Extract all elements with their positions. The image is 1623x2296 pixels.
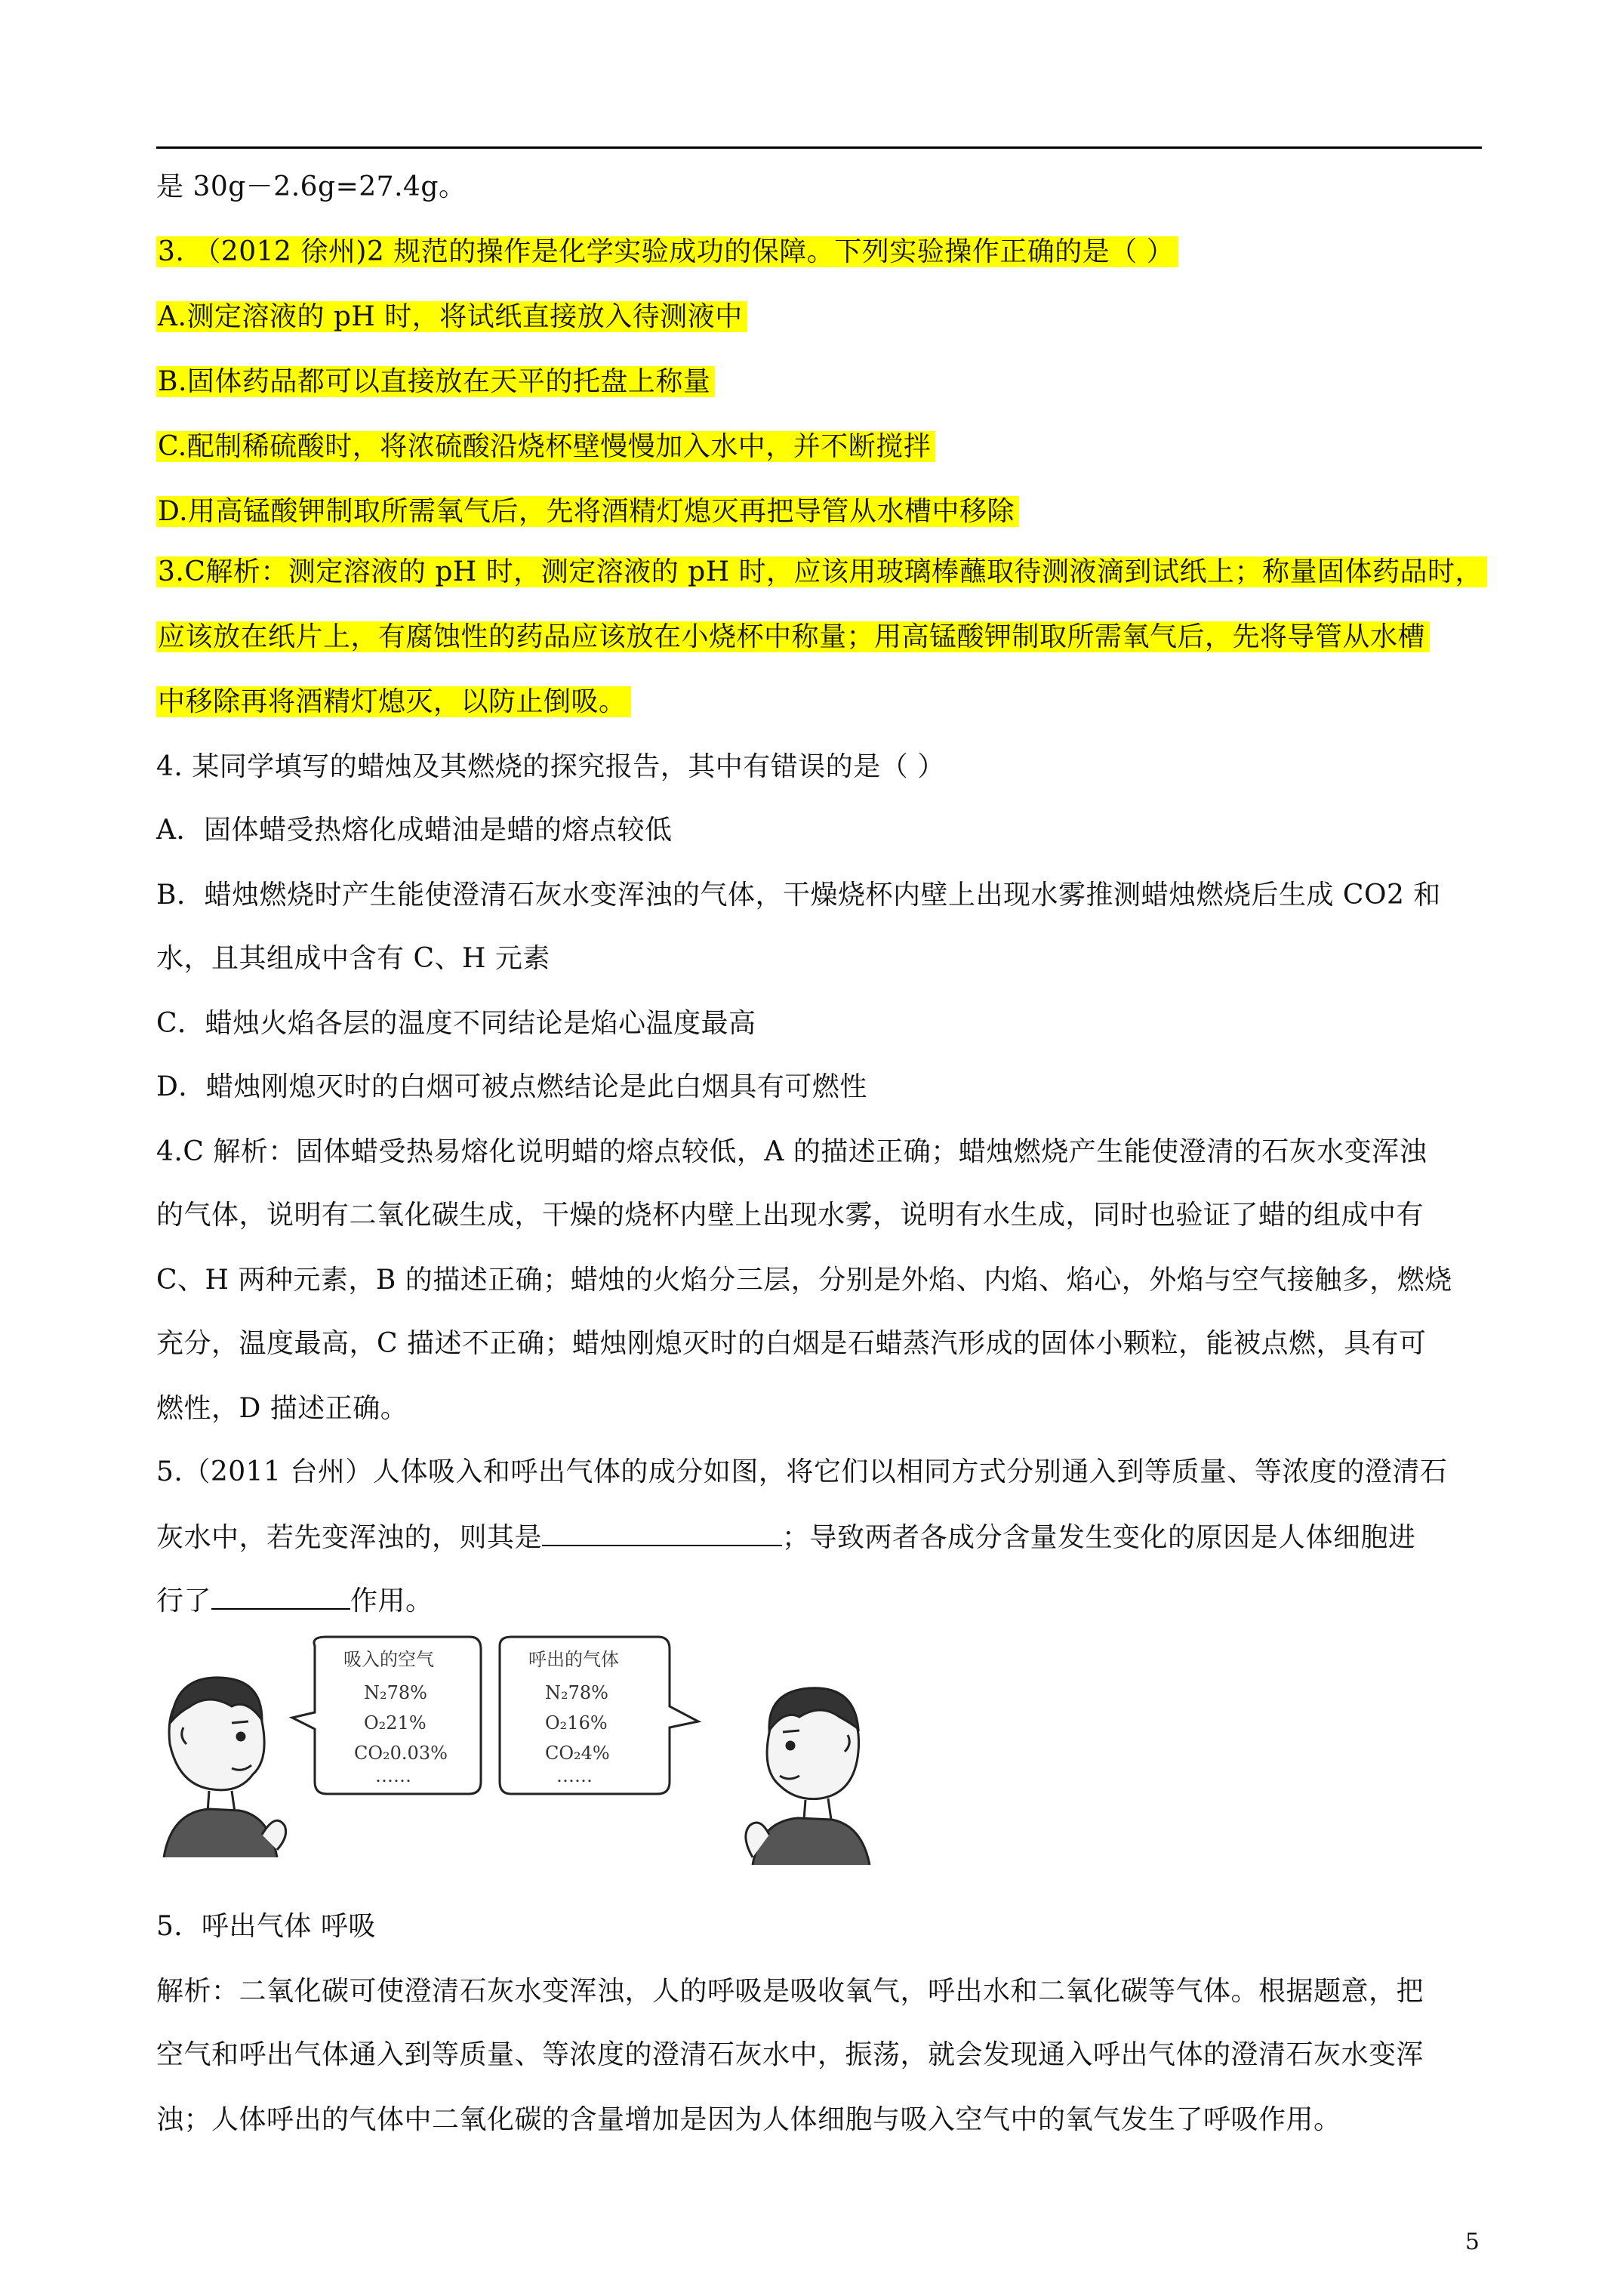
inhaled-ellipsis: …… — [375, 1765, 411, 1786]
question-5-answer: 5．呼出气体 呼吸 — [156, 1911, 376, 1942]
page-number: 5 — [1464, 2229, 1480, 2255]
answer-blank-2[interactable] — [211, 1578, 350, 1610]
question-4-option-b: 水，且其组成中含有 C、H 元素 — [156, 943, 550, 974]
question-5-stem: 灰水中，若先变浑浊的，则其是 ；导致两者各成分含量发生变化的原因是人体细胞进 — [156, 1515, 1416, 1557]
question-3-option-b: B.固体药品都可以直接放在天平的托盘上称量 — [156, 361, 715, 403]
question-4-explanation: 4.C 解析：固体蜡受热易熔化说明蜡的熔点较低，A 的描述正确；蜡烛燃烧产生能使澄清的石灰水变浑浊 — [156, 1136, 1427, 1167]
exhaled-air-title: 呼出的气体 — [528, 1649, 619, 1670]
right-person-illustration — [746, 1688, 870, 1865]
question-5-explanation: 空气和呼出气体通入到等质量、等浓度的澄清石灰水中，振荡，就会发现通入呼出气体的澄清石灰水变浑 — [156, 2039, 1424, 2070]
question-5-stem: 行了 作用。 — [156, 1578, 433, 1620]
inhaled-co2: CO₂0.03% — [354, 1743, 448, 1764]
text-line: 是 30g－2.6g=27.4g。 — [156, 171, 467, 202]
question-3-stem: 3. （2012 徐州)2 规范的操作是化学实验成功的保障。下列实验操作正确的是（ ） — [156, 231, 1178, 273]
question-4-option-c: C．蜡烛火焰各层的温度不同结论是焰心温度最高 — [156, 1008, 756, 1039]
question-3-option-a: A.测定溶液的 pH 时，将试纸直接放入待测液中 — [156, 296, 747, 338]
question-5-stem: 5.（2011 台州）人体吸入和呼出气体的成分如图，将它们以相同方式分别通入到等质量、等浓度的澄清石 — [156, 1456, 1448, 1487]
header-rule — [156, 146, 1482, 149]
exhaled-co2: CO₂4% — [545, 1743, 610, 1764]
inhaled-air-title: 吸入的空气 — [343, 1649, 434, 1670]
breathing-figure — [156, 1631, 881, 1865]
question-4-stem: 4. 某同学填写的蜡烛及其燃烧的探究报告，其中有错误的是（ ） — [156, 751, 945, 782]
left-person-illustration — [164, 1678, 286, 1857]
question-4-explanation: 充分，温度最高，C 描述不正确；蜡烛刚熄灭时的白烟是石蜡蒸汽形成的固体小颗粒，能被点燃，具有可 — [156, 1328, 1427, 1359]
question-5-explanation: 解析：二氧化碳可使澄清石灰水变浑浊，人的呼吸是吸收氧气，呼出水和二氧化碳等气体。根据题意，把 — [156, 1976, 1424, 2007]
exhaled-air-bubble — [500, 1637, 698, 1794]
question-4-option-d: D．蜡烛刚熄灭时的白烟可被点燃结论是此白烟具有可燃性 — [156, 1071, 867, 1102]
question-4-explanation: 的气体，说明有二氧化碳生成，干燥的烧杯内壁上出现水雾，说明有水生成，同时也验证了蜡的组成中有 — [156, 1200, 1424, 1231]
question-3-explanation: 3.C解析：测定溶液的 pH 时，测定溶液的 pH 时，应该用玻璃棒蘸取待测液滴到试纸上；称量固体药品时， — [156, 551, 1487, 593]
answer-blank-1[interactable] — [542, 1515, 782, 1546]
exhaled-n2: N₂78% — [545, 1682, 608, 1703]
exhaled-ellipsis: …… — [556, 1765, 593, 1786]
question-5-explanation: 浊；人体呼出的气体中二氧化碳的含量增加是因为人体细胞与吸入空气中的氧气发生了呼吸作用。 — [156, 2104, 1341, 2135]
question-3-option-c: C.配制稀硫酸时，将浓硫酸沿烧杯壁慢慢加入水中，并不断搅拌 — [156, 426, 935, 468]
question-4-explanation: 燃性，D 描述正确。 — [156, 1393, 408, 1424]
inhaled-air-bubble — [292, 1637, 481, 1794]
question-4-explanation: C、H 两种元素，B 的描述正确；蜡烛的火焰分三层，分别是外焰、内焰、焰心，外焰与空气接触多，燃烧 — [156, 1265, 1452, 1296]
question-4-option-b: B．蜡烛燃烧时产生能使澄清石灰水变浑浊的气体，干燥烧杯内壁上出现水雾推测蜡烛燃烧后生成 CO2 和 — [156, 880, 1441, 911]
inhaled-o2: O₂21% — [364, 1712, 427, 1734]
exhaled-o2: O₂16% — [545, 1712, 608, 1734]
question-4-option-a: A．固体蜡受热熔化成蜡油是蜡的熔点较低 — [156, 815, 673, 846]
inhaled-n2: N₂78% — [364, 1682, 427, 1703]
question-3-explanation: 中移除再将酒精灯熄灭，以防止倒吸。 — [156, 681, 631, 723]
question-3-explanation: 应该放在纸片上，有腐蚀性的药品应该放在小烧杯中称量；用高锰酸钾制取所需氧气后，先将导管从水槽 — [156, 616, 1430, 658]
question-3-option-d: D.用高锰酸钾制取所需氧气后，先将酒精灯熄灭再把导管从水槽中移除 — [156, 491, 1019, 533]
